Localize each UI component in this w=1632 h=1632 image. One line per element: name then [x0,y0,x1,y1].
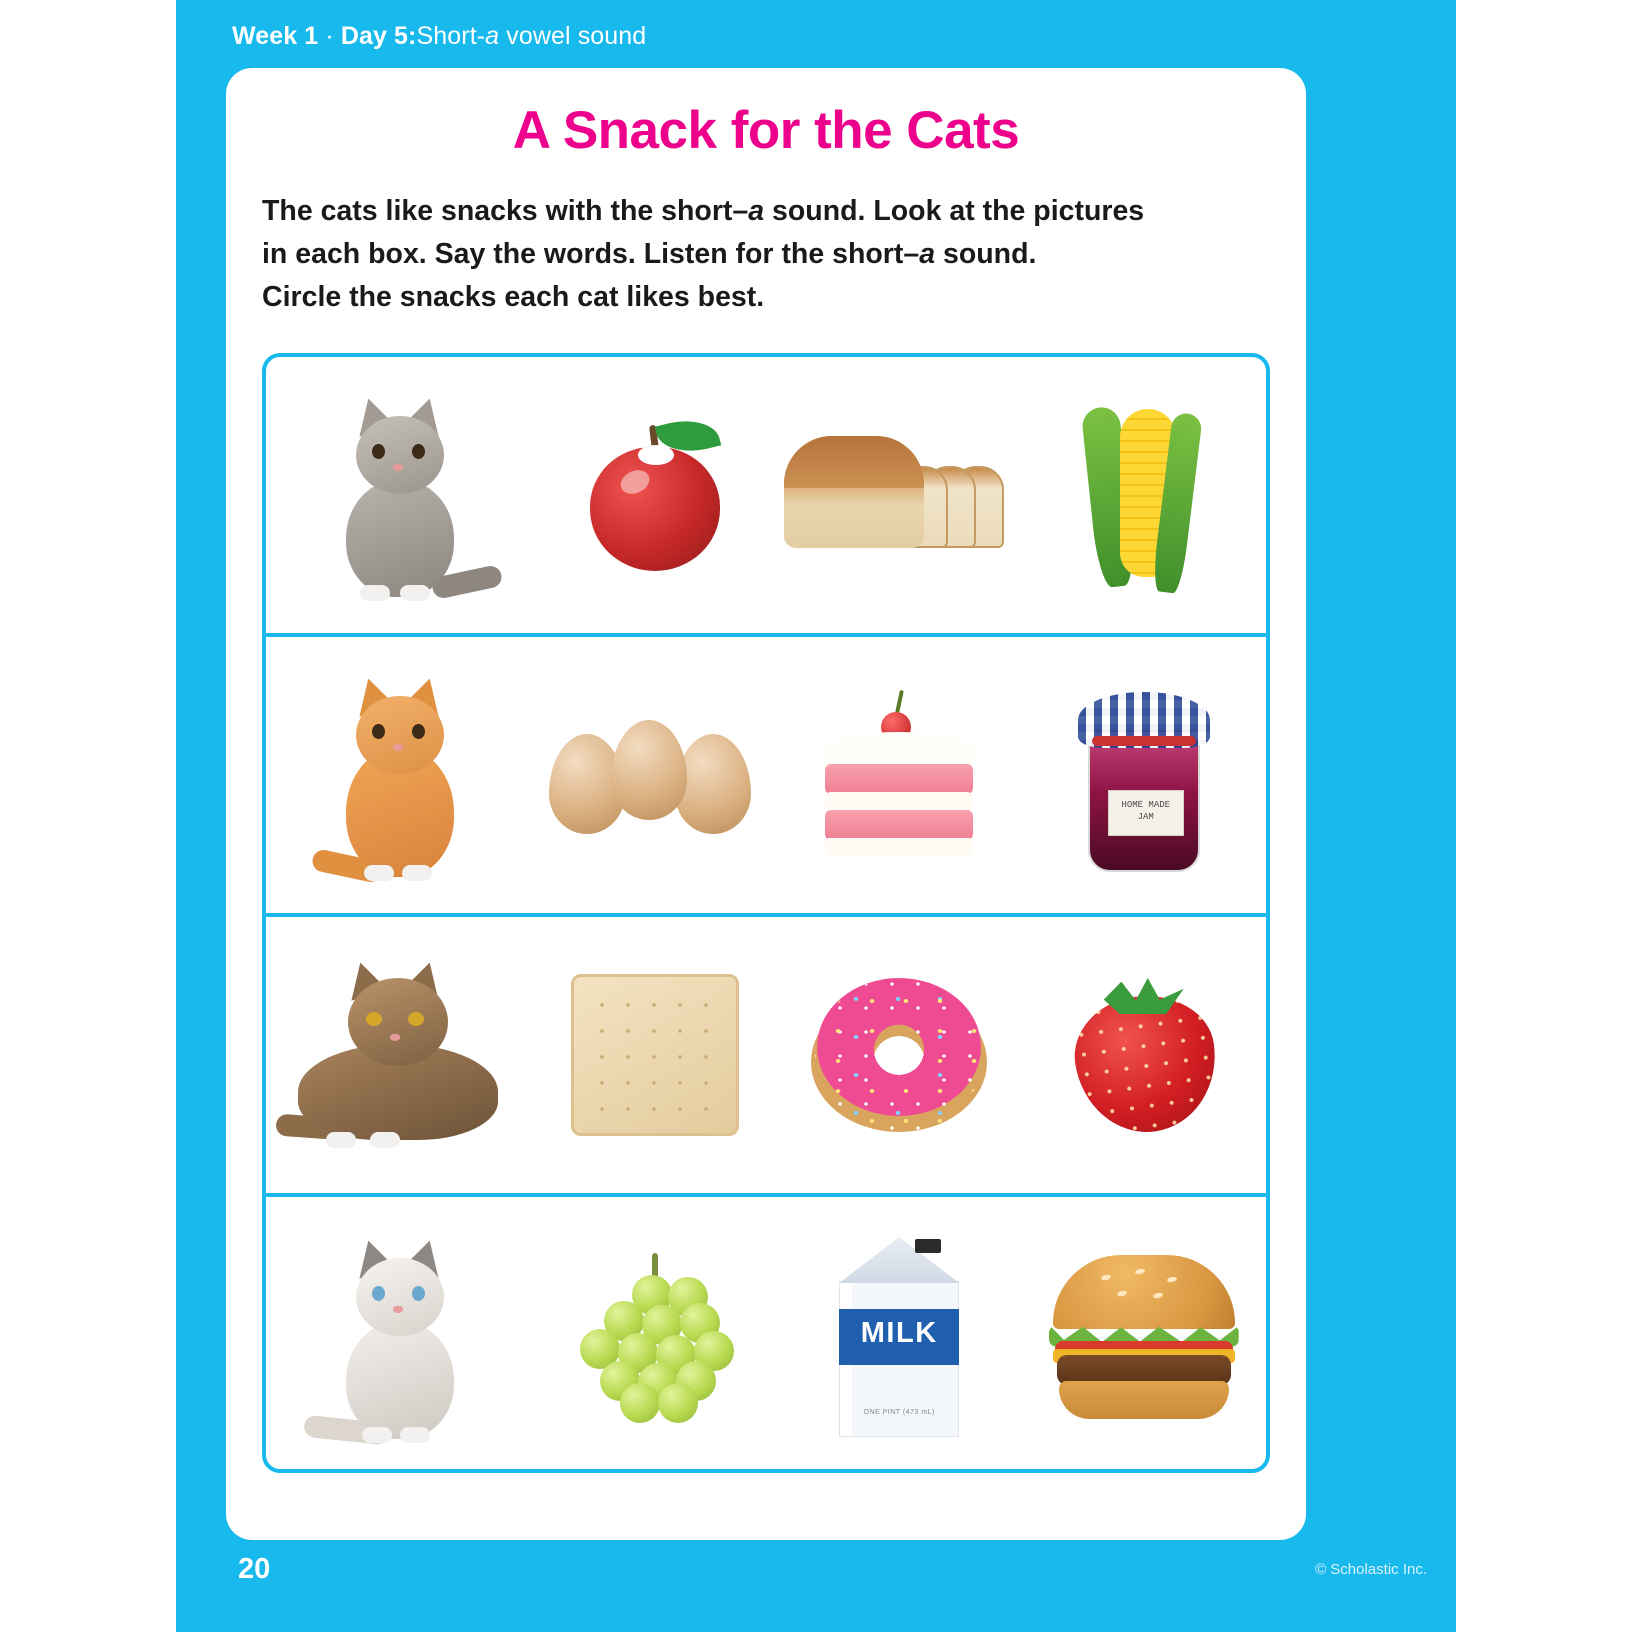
grapes-image [560,1257,750,1417]
page-number: 20 [238,1553,271,1585]
instructions-line1-b: sound. Look at the pictures [764,195,1145,227]
item-cell-bread[interactable] [777,357,1022,633]
item-cell-eggs[interactable] [532,637,777,913]
eggs-image [547,710,762,840]
milk-carton-image [839,1237,959,1437]
item-cell-cracker[interactable] [532,917,777,1193]
strawberry-image [1064,970,1224,1140]
cat-cell[interactable] [266,637,532,913]
instructions [262,190,1272,319]
item-cell-grapes[interactable] [532,1197,777,1473]
corn-image [1084,395,1204,595]
cracker-image [571,974,739,1136]
burger-image [1049,1255,1239,1420]
item-cell-corn[interactable] [1021,357,1266,633]
jam-label-line1: HOME MADE [1121,800,1171,810]
copyright-notice: © Scholastic Inc. [1315,1561,1427,1578]
header-separator: · [318,22,341,50]
cat-cell[interactable] [266,917,532,1193]
page-title: A Snack for the Cats [512,101,1020,160]
bread-image [784,430,1014,560]
instructions-line2-a: in each box. Say the words. Listen for the short– [262,238,920,270]
brown-tabby-cat-image [274,960,524,1150]
activity-row [266,637,1266,917]
item-cell-apple[interactable] [532,357,777,633]
donut-image [815,978,983,1133]
header-day: Day 5: [340,22,417,50]
activity-row [266,357,1266,637]
page-header [232,22,646,51]
milk-carton-fine-print: ONE PINT (473 mL) [863,1409,935,1416]
item-cell-jam[interactable] [1021,637,1266,913]
jam-jar-image [1074,670,1214,880]
jam-label-line2: JAM [1137,812,1154,822]
cake-image [817,688,982,863]
grey-kitten-image [304,388,494,603]
milk-carton-word: MILK [860,1317,938,1349]
orange-tabby-cat-image [304,668,494,883]
activity-row [266,1197,1266,1473]
header-topic-italic: a [485,22,500,50]
instructions-line2-italic: a [919,238,936,270]
content-card [226,68,1306,1540]
instructions-line2-b: sound. [935,238,1037,270]
header-topic: Short- [416,22,486,50]
item-cell-cake[interactable] [777,637,1022,913]
item-cell-strawberry[interactable] [1021,917,1266,1193]
instructions-line1-a: The cats like snacks with the short– [262,195,749,227]
item-cell-donut[interactable] [777,917,1022,1193]
activity-row [266,917,1266,1197]
item-cell-milk[interactable] [777,1197,1022,1473]
instructions-line1-italic: a [748,195,765,227]
apple-image [580,413,730,578]
jam-label [1108,790,1184,836]
header-topic-tail: vowel sound [499,22,647,50]
activity-grid [262,353,1270,1473]
cat-cell[interactable] [266,357,532,633]
cat-cell[interactable] [266,1197,532,1473]
header-week: Week 1 [232,22,319,50]
item-cell-burger[interactable] [1021,1197,1266,1473]
white-siamese-cat-image [304,1230,494,1445]
instructions-line3: Circle the snacks each cat likes best. [262,281,765,313]
